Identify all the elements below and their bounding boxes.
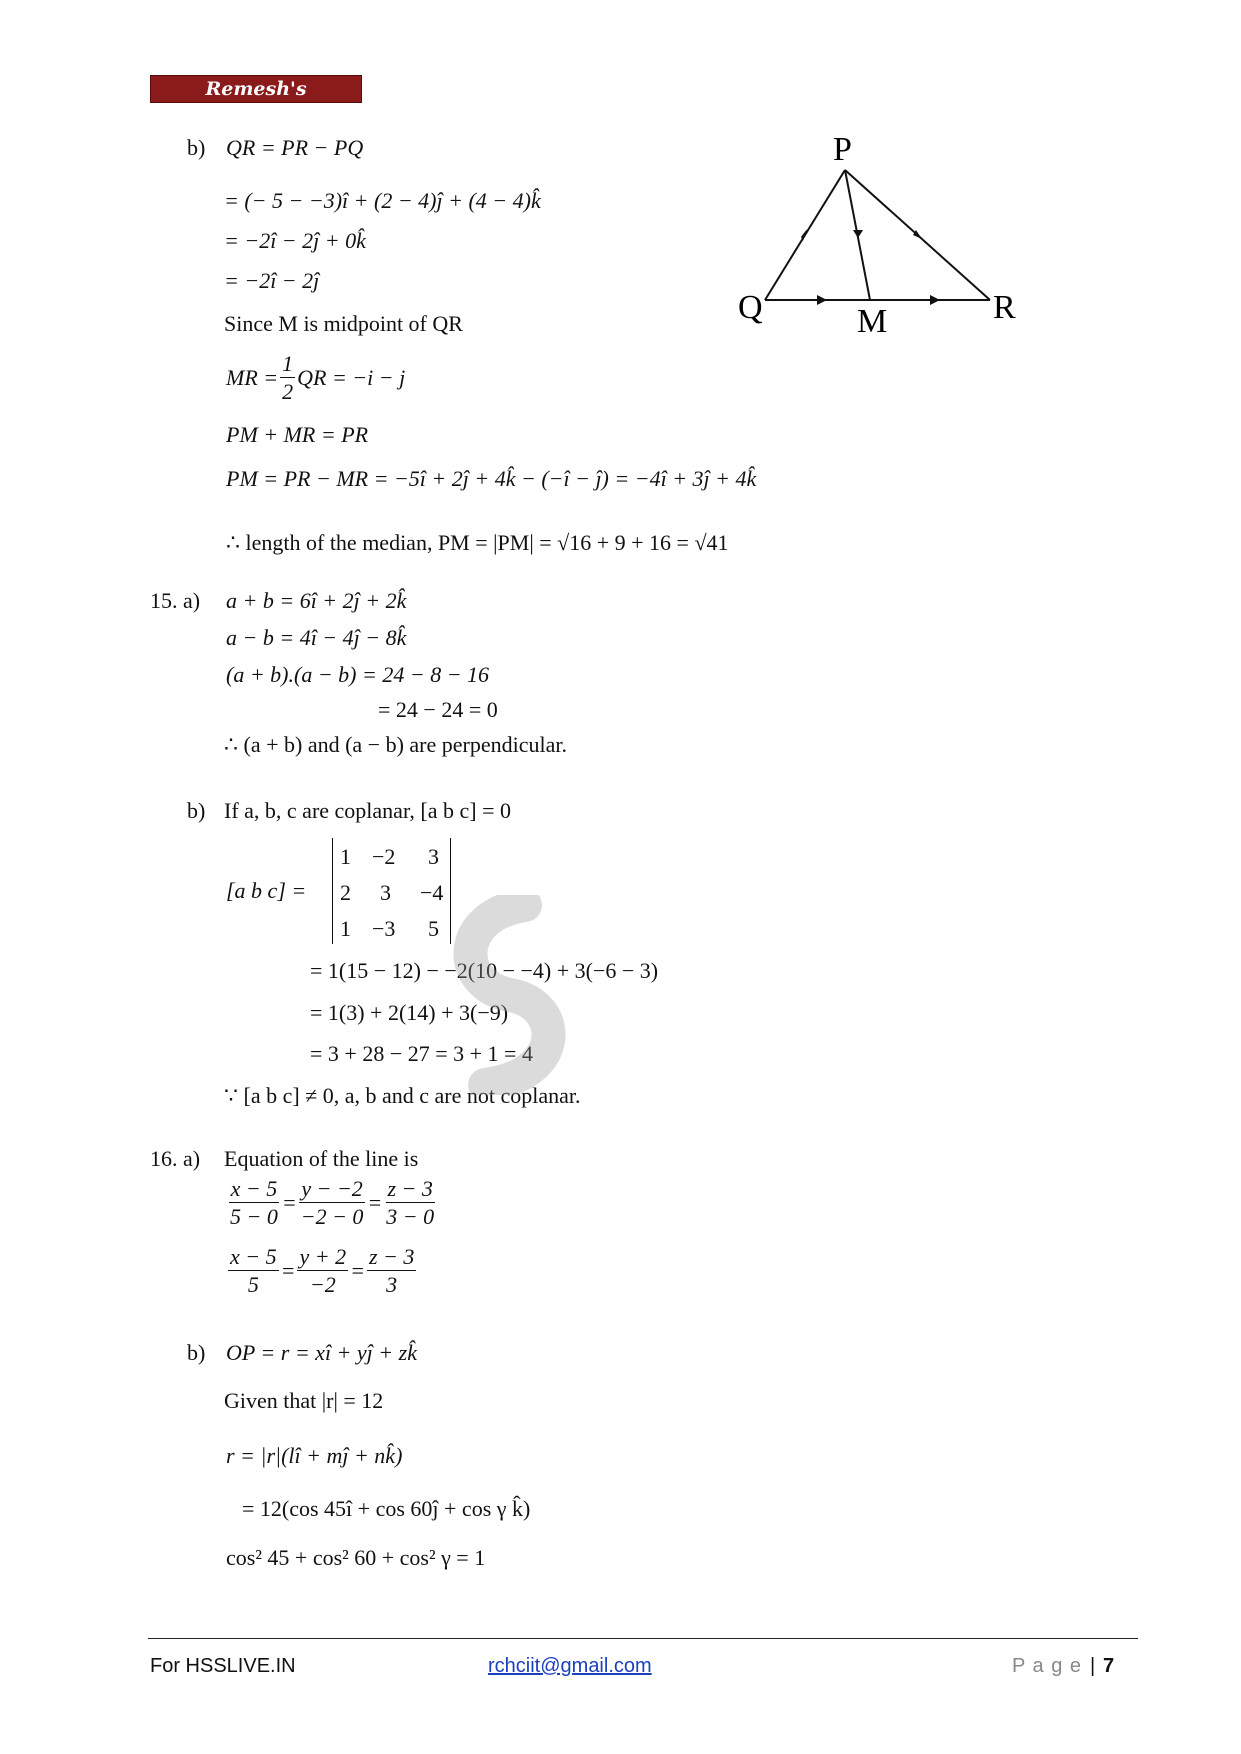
frac-x1-den: 5 − 0 — [230, 1204, 278, 1229]
q16b-line3: r = |r|(lî + mĵ + nk̂) — [226, 1443, 403, 1468]
frac-x1-num: x − 5 — [230, 1176, 278, 1201]
footer-site: For HSSLIVE.IN — [150, 1655, 296, 1677]
q14b-line5: Since M is midpoint of QR — [224, 311, 463, 336]
arrow-pm — [853, 230, 863, 238]
q15a-line1: a + b = 6î + 2ĵ + 2k̂ — [226, 588, 407, 613]
triangle-diagram — [735, 135, 1025, 345]
q15a-line4: = 24 − 24 = 0 — [378, 697, 498, 722]
q14b-line8: PM = PR − MR = −5î + 2ĵ + 4k̂ − (−î − ĵ) = −4î + 3ĵ + 4k̂ — [226, 466, 757, 491]
watermark-logo — [415, 895, 615, 1095]
frac-x2-num: x − 5 — [230, 1244, 277, 1269]
label-m: M — [857, 303, 888, 340]
q15b-label: b) — [187, 798, 206, 823]
det-r2c2: 3 — [380, 880, 391, 905]
q15a-line2: a − b = 4î − 4ĵ − 8k̂ — [226, 625, 407, 650]
frac-y2 — [297, 1246, 348, 1296]
q15b-line3: = 1(3) + 2(14) + 3(−9) — [310, 1000, 509, 1025]
q14b-line1: QR = PR − PQ — [226, 135, 364, 160]
det-r3c3: 5 — [428, 916, 439, 941]
det-left-bar — [332, 838, 333, 944]
frac-y1-den: −2 − 0 — [300, 1204, 364, 1229]
det-r1c1: 1 — [340, 844, 351, 869]
footer-separator: | — [1090, 1655, 1096, 1677]
q14b-line3: = −2î − 2ĵ + 0k̂ — [224, 228, 366, 253]
frac-z2-den: 3 — [386, 1272, 398, 1297]
q14b-line4: = −2î − 2ĵ — [224, 268, 320, 293]
q15b-line1: If a, b, c are coplanar, [a b c] = 0 — [224, 798, 511, 823]
line-eq-1: $\frac{x - 5}{5 - 0}$ = $\frac{y - -2}{-2 - 0}$ = $\frac{z - 3}{3 - 0}$ — [230, 1176, 435, 1229]
q16b-line2: Given that |r| = 12 — [224, 1388, 384, 1413]
line-eq-2: $\frac{x - 5}{5}$ = $\frac{y + 2}{-2}$ = $\frac{z - 3}{3}$ — [230, 1244, 415, 1297]
mr-lhs: MR = — [226, 365, 279, 390]
frac-z1-num: z − 3 — [387, 1176, 433, 1201]
det-r2c1: 2 — [340, 880, 351, 905]
q14b-line9: ∴ length of the median, PM = |PM| = √16 + 9 + 16 = √41 — [226, 530, 729, 555]
q14b-line7: PM + MR = PR — [226, 422, 369, 447]
det-r3c1: 1 — [340, 916, 351, 941]
q15b-line5: ∵ [a b c] ≠ 0, a, b and c are not coplanar. — [224, 1083, 581, 1108]
frac-y2-num: y + 2 — [299, 1244, 347, 1269]
brand-logo: Remesh's Mathematics — [150, 75, 362, 103]
frac-x2-den: 5 — [247, 1272, 259, 1297]
footer-email-link[interactable]: rchciit@gmail.com — [488, 1655, 652, 1677]
arrow-mr — [930, 295, 940, 305]
half-fraction — [280, 353, 295, 403]
det-r2c3: −4 — [420, 880, 444, 905]
q14b-label: b) — [187, 135, 206, 160]
q16b-label: b) — [187, 1340, 206, 1365]
frac-x2 — [228, 1246, 279, 1296]
det-lhs: [a b c] = — [226, 878, 307, 903]
half-num: 1 — [282, 351, 294, 376]
det-r1c2: −2 — [372, 844, 396, 869]
frac-y1-num: y − −2 — [301, 1176, 363, 1201]
q16a-label: 16. a) — [150, 1146, 201, 1171]
frac-z2 — [367, 1246, 416, 1296]
q14b-line6 — [226, 353, 405, 403]
q15a-line3: (a + b).(a − b) = 24 − 8 − 16 — [226, 662, 490, 687]
frac-z1-den: 3 − 0 — [386, 1204, 435, 1229]
q15b-line4: = 3 + 28 − 27 = 3 + 1 = 4 — [310, 1041, 533, 1066]
q14b-line2: = (− 5 − −3)î + (2 − 4)ĵ + (4 − 4)k̂ — [224, 188, 541, 213]
det-r1c3: 3 — [428, 844, 439, 869]
footer-page-word: P a g e — [1012, 1655, 1083, 1677]
label-q: Q — [738, 289, 763, 326]
label-r: R — [993, 289, 1016, 326]
q15b-line2: = 1(15 − 12) − −2(10 − −4) + 3(−6 − 3) — [310, 958, 659, 983]
frac-z1 — [384, 1178, 436, 1228]
frac-z2-num: z − 3 — [368, 1244, 415, 1269]
arrow-qm — [817, 295, 827, 305]
footer-page-number: 7 — [1103, 1655, 1115, 1677]
frac-y1 — [299, 1178, 366, 1228]
q15a-line5: ∴ (a + b) and (a − b) are perpendicular. — [224, 732, 567, 757]
q16a-line1: Equation of the line is — [224, 1146, 419, 1171]
q16b-line4: = 12(cos 45î + cos 60ĵ + cos γ k̂) — [242, 1496, 531, 1521]
half-den: 2 — [282, 379, 294, 404]
q16b-line1: OP = r = xî + yĵ + zk̂ — [226, 1340, 417, 1365]
q16b-line5: cos² 45 + cos² 60 + cos² γ = 1 — [226, 1545, 486, 1570]
frac-x1 — [228, 1178, 280, 1228]
label-p: P — [833, 135, 852, 168]
mr-rhs: QR = −i − j — [297, 365, 406, 390]
q15a-label: 15. a) — [150, 588, 201, 613]
footer-divider — [148, 1638, 1138, 1639]
det-r3c2: −3 — [372, 916, 396, 941]
frac-y2-den: −2 — [309, 1272, 336, 1297]
